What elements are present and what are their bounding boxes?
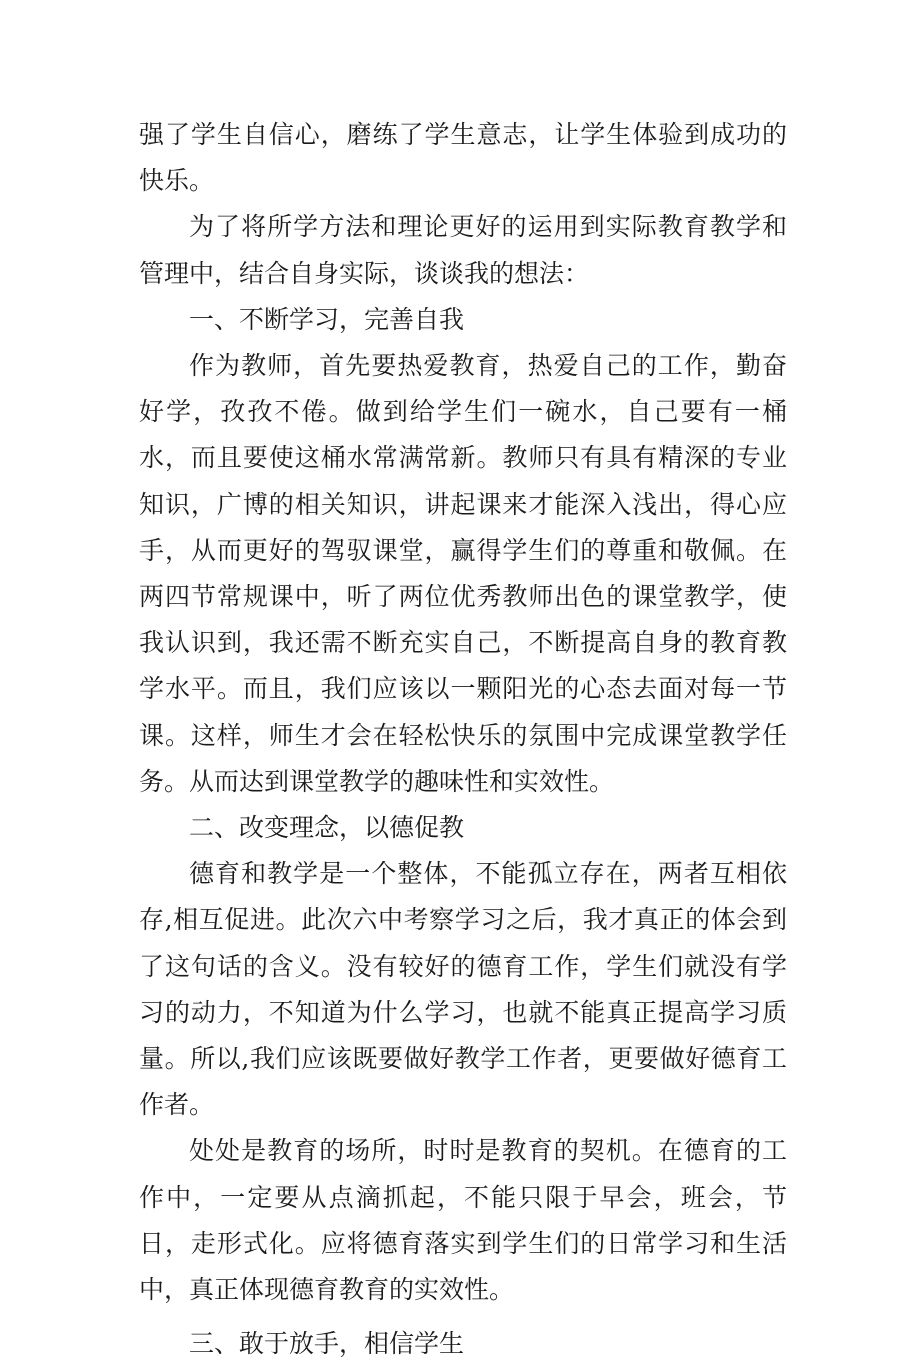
section-heading-3: 三、敢于放手，相信学生 (189, 1329, 465, 1359)
paragraph-everywhere-education: 处处是教育的场所，时时是教育的契机。在德育的工作中，一定要从点滴抓起，不能只限于早会，班会，节日，走形式化。应将德育落实到学生们的日常学习和生活中，真正体现德育教育的实效性。 (139, 1136, 787, 1305)
paragraph-intro: 为了将所学方法和理论更好的运用到实际教育教学和管理中，结合自身实际，谈谈我的想法： (139, 212, 787, 288)
section-heading-1: 一、不断学习，完善自我 (189, 304, 465, 334)
paragraph-moral-education: 德育和教学是一个整体，不能孤立存在，两者互相依存,相互促进。此次六中考察学习之后，我才真正的体会到了这句话的含义。没有较好的德育工作，学生们就没有学习的动力，不知道为什么学习，也就不能真正提高学习质量。所以,我们应该既要做好教学工作者，更要做好德育工作者。 (139, 859, 787, 1120)
paragraph-continuation: 强了学生自信心，磨练了学生意志，让学生体验到成功的快乐。 (139, 120, 787, 196)
section-heading-2: 二、改变理念，以德促教 (189, 813, 465, 843)
paragraph-learning: 作为教师，首先要热爱教育，热爱自己的工作，勤奋好学，孜孜不倦。做到给学生们一碗水，自己要有一桶水，而且要使这桶水常满常新。教师只有具有精深的专业知识，广博的相关知识，讲起课来才能深入浅出，得心应手，从而更好的驾驭课堂，赢得学生们的尊重和敬佩。在两四节常规课中，听了两位优秀教师出色的课堂教学，使我认识到，我还需不断充实自己，不断提高自身的教育教学水平。而且，我们应该以一颗阳光的心态去面对每一节课。这样，师生才会在轻松快乐的氛围中完成课堂教学任务。从而达到课堂教学的趣味性和实效性。 (139, 351, 787, 796)
document-body (139, 112, 787, 1367)
